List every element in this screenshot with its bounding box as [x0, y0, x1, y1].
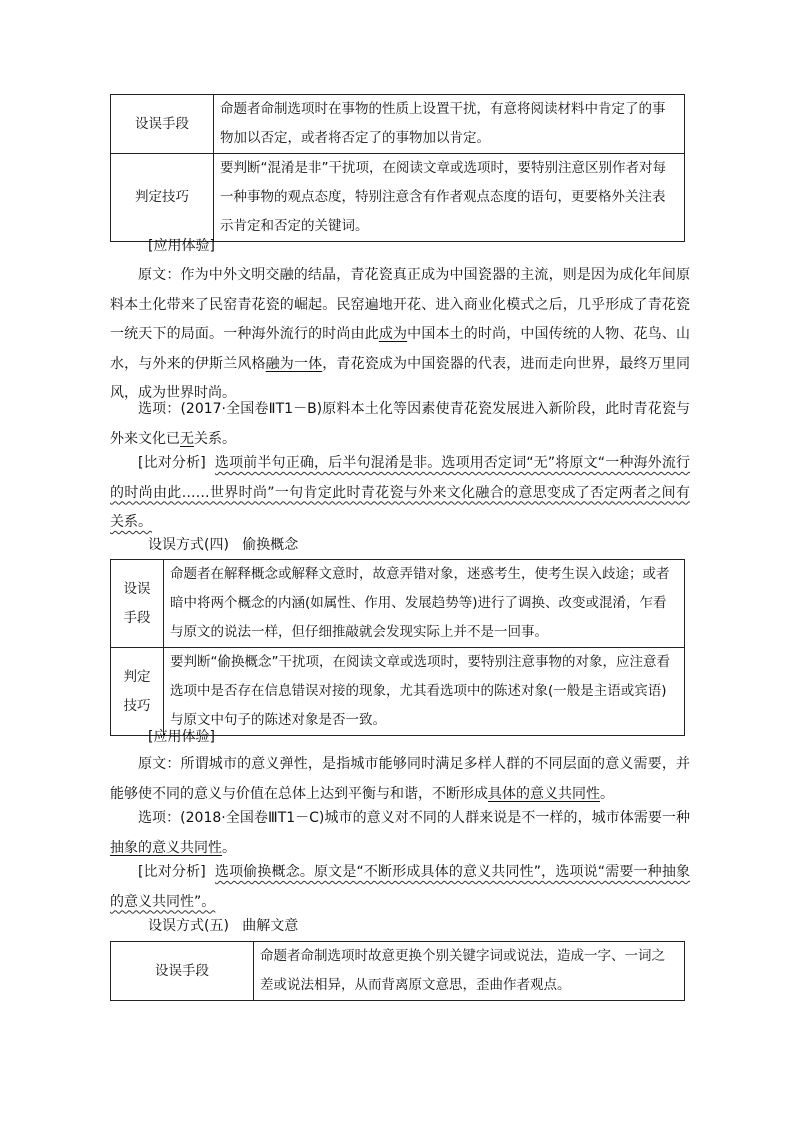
method-heading: [148, 916, 298, 936]
table-row: [111, 95, 685, 154]
table-row: [111, 154, 685, 242]
table-distort-meaning: [110, 941, 685, 1001]
text-span: 关系。: [194, 430, 236, 447]
table-label: 判定技巧: [111, 154, 214, 242]
underlined-text: 抽象的意义共同性: [110, 839, 222, 856]
section-heading: [应用体验]: [148, 238, 215, 254]
text-span: 选项：(2017·全国卷ⅡT1－B)原料本土化等因素使青花瓷发展进入新阶段，此时青花瓷与外来文化已: [110, 401, 690, 447]
text-span: 原文：作为中外文明交融的结晶，青花瓷真正成为中国瓷器的主流，则是因为成化年间原料本土化带来了民窑青花瓷的崛起。民窑遍地开花、进入商业化模式之后，几乎形成了青花瓷一统天下的局面。一种海外流行的时尚由此: [110, 267, 690, 342]
table-cell: 命题者在解释概念或解释文意时，故意弄错对象，迷惑考生，使考生误入歧途；或者暗中将两个概念的内涵(如属性、作用、发展趋势等)进行了调换、改变或混淆，乍看与原文的说法一样，但仔细推敲就会发现实际上并不是一回事。: [164, 560, 685, 648]
analysis-paragraph: [110, 858, 690, 917]
underlined-text: 具体的意义共同性: [488, 785, 600, 802]
original-text-paragraph: [110, 261, 690, 409]
option-paragraph: [110, 804, 690, 863]
table-confuse-right-wrong: [110, 94, 685, 242]
table-cell: 命题者命制选项时在事物的性质上设置干扰，有意将阅读材料中肯定了的事物加以否定，或者将否定了的事物加以肯定。: [214, 95, 685, 154]
table-cell: 要判断“偷换概念”干扰项，在阅读文章或选项时，要特别注意事物的对象，应注意看选项中是否存在信息错误对接的现象，尤其看选项中的陈述对象(一般是主语或宾语)与原文中句子的陈述对象是否一致。: [164, 648, 685, 736]
method-title: 设误方式(四): [148, 537, 229, 553]
analysis-label: [比对分析]: [138, 864, 206, 880]
method-heading: [148, 535, 298, 555]
table-cell: 命题者命制选项时故意更换个别关键字词或说法，造成一字、一词之差或说法相异，从而背离原文意思，歪曲作者观点。: [254, 942, 685, 1001]
table-row: [111, 560, 685, 648]
table-label: 设误手段: [111, 560, 164, 648]
analysis-label: [比对分析]: [138, 455, 206, 471]
text-span: 中国本土的时尚，中国传统的人物、花鸟、山水，与外来的伊斯兰风格: [110, 326, 691, 372]
table-swap-concept: [110, 559, 685, 736]
option-paragraph: [110, 395, 690, 454]
method-name: 偷换概念: [242, 537, 299, 553]
table-label: 设误手段: [111, 95, 214, 154]
underlined-text: 成为: [378, 326, 408, 342]
table-label: 判定技巧: [111, 648, 164, 736]
method-name: 曲解文意: [242, 918, 299, 934]
table-cell: 要判断“混淆是非”干扰项，在阅读文章或选项时，要特别注意区别作者对每一种事物的观点态度，特别注意含有作者观点态度的语句，更要格外关注表示肯定和否定的关键词。: [214, 154, 685, 242]
table-label: 设误手段: [111, 942, 254, 1001]
table-row: [111, 648, 685, 736]
original-text-paragraph: [110, 750, 690, 809]
analysis-paragraph: [110, 449, 690, 538]
section-heading: [应用体验]: [148, 729, 215, 745]
method-title: 设误方式(五): [148, 918, 229, 934]
text-span: ，青花瓷成为中国瓷器的代表，进而走向世界，最终万里同风，成为世界时尚。: [110, 355, 691, 401]
underlined-text: 无: [180, 430, 194, 447]
text-span: 。: [222, 839, 236, 856]
text-span: 。: [600, 785, 614, 802]
table-row: [111, 942, 685, 1001]
text-span: 选项：(2018·全国卷ⅢT1－C)城市的意义对不同的人群来说是不一样的，城市体需要一种: [138, 810, 690, 826]
analysis-text: 选项前半句正确，后半句混淆是非。选项用否定词“无”将原文“一种海外流行的时尚由此……世界时尚”一句肯定此时青花瓷与外来文化融合的意思变成了否定两者之间有关系。: [110, 455, 690, 530]
underlined-text: 融为一体: [265, 355, 323, 372]
text-span: 原文：所谓城市的意义弹性，是指城市能够同时满足多样人群的不同层面的意义需要，并能够使不同的意义与价值在总体上达到平衡与和谐，不断形成: [110, 756, 690, 802]
analysis-text: 选项偷换概念。原文是“不断形成具体的意义共同性”，选项说“需要一种抽象的意义共同性”。: [110, 864, 690, 910]
